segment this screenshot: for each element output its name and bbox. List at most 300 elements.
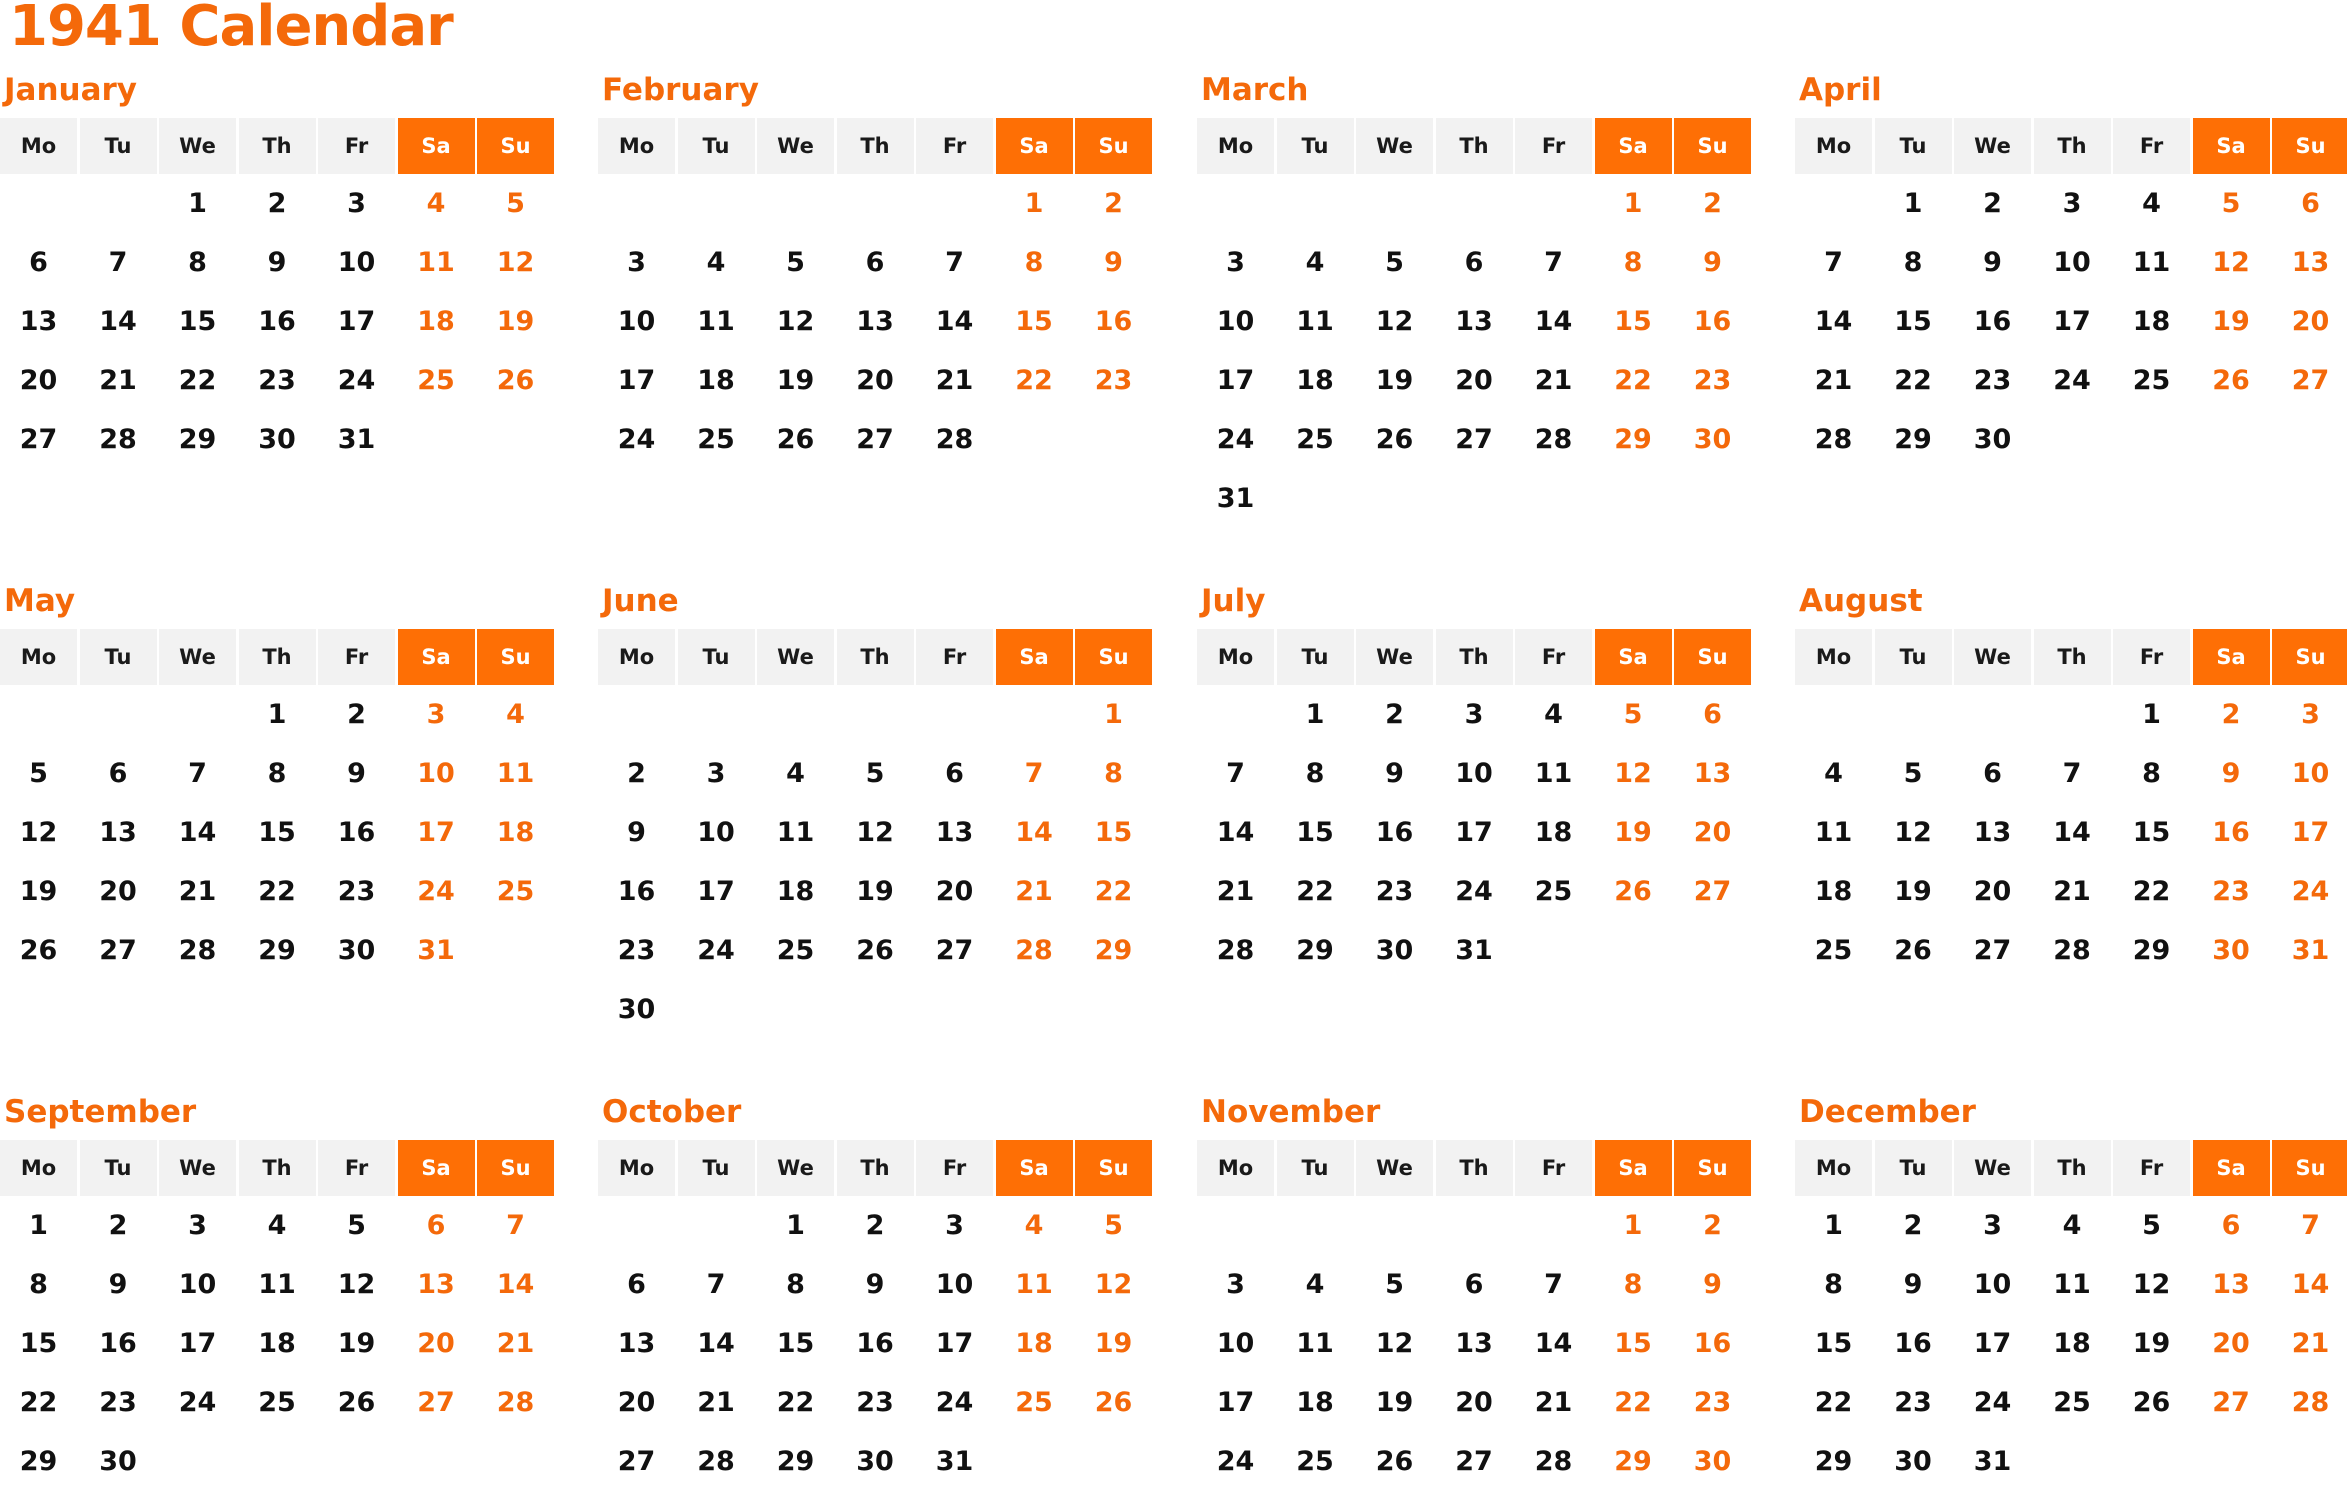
day-cell: 29 — [2132, 935, 2171, 966]
day-cell: 19 — [1375, 365, 1414, 396]
month-name: September — [4, 1094, 197, 1130]
day-cell: 16 — [1693, 1328, 1732, 1359]
day-cell: 14 — [2053, 817, 2091, 848]
day-cell: 9 — [1903, 1269, 1923, 1300]
day-cell: 11 — [417, 247, 455, 278]
days-grid — [1795, 685, 2347, 980]
day-cell: 7 — [506, 1210, 525, 1241]
day-cell: 5 — [506, 188, 525, 219]
weekday-header-tu: Tu — [1875, 629, 1952, 685]
day-cell: 7 — [2301, 1210, 2320, 1241]
weekday-header-mo: Mo — [0, 1140, 77, 1196]
day-cell: 25 — [1534, 876, 1573, 907]
day-cell: 2 — [865, 1210, 885, 1241]
day-cell: 13 — [99, 817, 137, 848]
day-cell: 23 — [1894, 1387, 1932, 1418]
day-cell: 1 — [1623, 1210, 1643, 1241]
day-cell: 28 — [1534, 424, 1573, 455]
day-cell: 10 — [1216, 1328, 1255, 1359]
day-cell: 8 — [29, 1269, 48, 1300]
weekday-header-mo: Mo — [1197, 629, 1274, 685]
day-cell: 16 — [1894, 1328, 1932, 1359]
day-cell: 26 — [2132, 1387, 2171, 1418]
day-cell: 10 — [697, 817, 735, 848]
weekday-header-mo: Mo — [598, 118, 675, 174]
day-cell: 7 — [945, 247, 964, 278]
month-name: October — [602, 1094, 742, 1130]
day-cell: 10 — [1216, 306, 1255, 337]
day-cell: 23 — [1973, 365, 2012, 396]
weekday-header-row — [598, 118, 1152, 174]
weekday-header-we: We — [1954, 1140, 2031, 1196]
weekday-header-we: We — [1356, 1140, 1433, 1196]
day-cell: 15 — [1094, 817, 1133, 848]
day-cell: 21 — [178, 876, 217, 907]
day-cell: 27 — [417, 1387, 455, 1418]
day-cell: 9 — [2221, 758, 2241, 789]
day-cell: 9 — [347, 758, 366, 789]
day-cell: 25 — [2053, 1387, 2091, 1418]
weekday-header-we: We — [757, 1140, 834, 1196]
day-cell: 29 — [1614, 1446, 1652, 1477]
weekday-header-th: Th — [239, 629, 316, 685]
day-cell: 30 — [1973, 424, 2012, 455]
day-cell: 30 — [617, 994, 656, 1025]
day-cell: 16 — [2212, 817, 2250, 848]
day-cell: 2 — [267, 188, 287, 219]
weekday-header-sa: Sa — [2193, 629, 2270, 685]
day-cell: 19 — [2132, 1328, 2171, 1359]
month-name: August — [1799, 583, 1923, 619]
day-cell: 10 — [2053, 247, 2091, 278]
weekday-header-fr: Fr — [318, 118, 395, 174]
day-cell: 16 — [856, 1328, 894, 1359]
days-grid — [598, 174, 1152, 469]
weekday-header-th: Th — [239, 118, 316, 174]
days-grid — [1197, 174, 1751, 528]
day-cell: 14 — [178, 817, 217, 848]
day-cell: 20 — [1693, 817, 1732, 848]
day-cell: 15 — [1614, 306, 1652, 337]
day-cell: 18 — [776, 876, 815, 907]
day-cell: 21 — [2053, 876, 2091, 907]
day-cell: 15 — [1015, 306, 1053, 337]
day-cell: 2 — [2221, 699, 2241, 730]
day-cell: 23 — [1693, 1387, 1732, 1418]
day-cell: 23 — [856, 1387, 894, 1418]
day-cell: 12 — [1614, 758, 1652, 789]
day-cell: 11 — [1534, 758, 1573, 789]
day-cell: 26 — [1094, 1387, 1133, 1418]
weekday-header-sa: Sa — [398, 629, 475, 685]
day-cell: 18 — [1296, 1387, 1334, 1418]
day-cell: 24 — [1216, 424, 1255, 455]
day-cell: 6 — [945, 758, 964, 789]
day-cell: 8 — [1024, 247, 1044, 278]
day-cell: 11 — [1814, 817, 1853, 848]
weekday-header-su: Su — [477, 1140, 554, 1196]
weekday-header-we: We — [1954, 629, 2031, 685]
weekday-header-we: We — [1954, 118, 2031, 174]
day-cell: 12 — [2212, 247, 2250, 278]
weekday-header-we: We — [159, 1140, 236, 1196]
day-cell: 19 — [1094, 1328, 1133, 1359]
day-cell: 5 — [1385, 1269, 1404, 1300]
day-cell: 16 — [1094, 306, 1133, 337]
day-cell: 1 — [1104, 699, 1123, 730]
day-cell: 28 — [1534, 1446, 1573, 1477]
day-cell: 31 — [1973, 1446, 2012, 1477]
day-cell: 4 — [2142, 188, 2161, 219]
day-cell: 27 — [99, 935, 137, 966]
day-cell: 6 — [426, 1210, 446, 1241]
weekday-header-fr: Fr — [916, 118, 993, 174]
weekday-header-tu: Tu — [1277, 118, 1354, 174]
day-cell: 6 — [627, 1269, 646, 1300]
day-cell: 21 — [99, 365, 137, 396]
weekday-header-su: Su — [477, 118, 554, 174]
weekday-header-fr: Fr — [2113, 1140, 2190, 1196]
day-cell: 16 — [258, 306, 296, 337]
day-cell: 30 — [258, 424, 296, 455]
day-cell: 17 — [417, 817, 455, 848]
day-cell: 14 — [496, 1269, 535, 1300]
day-cell: 5 — [1385, 247, 1404, 278]
day-cell: 31 — [935, 1446, 974, 1477]
days-grid — [1197, 1196, 1751, 1491]
day-cell: 22 — [1894, 365, 1932, 396]
weekday-header-sa: Sa — [1595, 629, 1672, 685]
day-cell: 13 — [2212, 1269, 2250, 1300]
day-cell: 1 — [1824, 1210, 1843, 1241]
days-grid — [598, 1196, 1152, 1491]
weekday-header-fr: Fr — [2113, 629, 2190, 685]
day-cell: 27 — [2291, 365, 2330, 396]
day-cell: 3 — [706, 758, 726, 789]
day-cell: 24 — [2053, 365, 2091, 396]
day-cell: 21 — [1534, 365, 1573, 396]
day-cell: 10 — [178, 1269, 217, 1300]
weekday-header-mo: Mo — [598, 629, 675, 685]
weekday-header-su: Su — [1674, 118, 1751, 174]
day-cell: 2 — [627, 758, 646, 789]
day-cell: 15 — [1296, 817, 1334, 848]
day-cell: 30 — [1894, 1446, 1932, 1477]
day-cell: 7 — [1544, 247, 1563, 278]
days-grid — [0, 174, 554, 469]
day-cell: 14 — [1534, 306, 1573, 337]
weekday-header-fr: Fr — [916, 1140, 993, 1196]
day-cell: 20 — [1973, 876, 2012, 907]
day-cell: 21 — [935, 365, 974, 396]
day-cell: 17 — [178, 1328, 217, 1359]
day-cell: 18 — [2053, 1328, 2091, 1359]
day-cell: 22 — [258, 876, 296, 907]
day-cell: 27 — [2212, 1387, 2250, 1418]
day-cell: 2 — [1703, 1210, 1722, 1241]
weekday-header-th: Th — [2034, 1140, 2111, 1196]
weekday-header-mo: Mo — [1197, 1140, 1274, 1196]
day-cell: 21 — [1015, 876, 1053, 907]
day-cell: 19 — [19, 876, 58, 907]
weekday-header-we: We — [757, 118, 834, 174]
weekday-header-row — [0, 118, 554, 174]
day-cell: 29 — [1894, 424, 1932, 455]
weekday-header-su: Su — [1674, 1140, 1751, 1196]
day-cell: 27 — [1693, 876, 1732, 907]
day-cell: 15 — [19, 1328, 58, 1359]
day-cell: 28 — [496, 1387, 535, 1418]
day-cell: 1 — [1305, 699, 1325, 730]
day-cell: 18 — [1296, 365, 1334, 396]
day-cell: 5 — [2221, 188, 2241, 219]
day-cell: 18 — [417, 306, 455, 337]
day-cell: 21 — [1814, 365, 1853, 396]
day-cell: 6 — [2221, 1210, 2241, 1241]
day-cell: 27 — [617, 1446, 656, 1477]
weekday-header-sa: Sa — [398, 1140, 475, 1196]
day-cell: 14 — [1015, 817, 1053, 848]
weekday-header-su: Su — [1075, 118, 1152, 174]
day-cell: 6 — [865, 247, 885, 278]
day-cell: 12 — [2132, 1269, 2171, 1300]
day-cell: 12 — [496, 247, 535, 278]
day-cell: 17 — [617, 365, 656, 396]
day-cell: 29 — [19, 1446, 58, 1477]
day-cell: 25 — [2132, 365, 2171, 396]
weekday-header-tu: Tu — [1277, 1140, 1354, 1196]
day-cell: 11 — [496, 758, 535, 789]
weekday-header-row — [1795, 118, 2347, 174]
day-cell: 10 — [2291, 758, 2330, 789]
weekday-header-th: Th — [239, 1140, 316, 1196]
day-cell: 30 — [856, 1446, 894, 1477]
day-cell: 8 — [1903, 247, 1923, 278]
weekday-header-su: Su — [1075, 1140, 1152, 1196]
day-cell: 18 — [1814, 876, 1853, 907]
weekday-header-we: We — [757, 629, 834, 685]
days-grid — [1197, 685, 1751, 980]
day-cell: 17 — [1973, 1328, 2012, 1359]
day-cell: 3 — [1983, 1210, 2002, 1241]
weekday-header-sa: Sa — [2193, 1140, 2270, 1196]
day-cell: 24 — [337, 365, 376, 396]
day-cell: 4 — [267, 1210, 287, 1241]
day-cell: 25 — [1296, 1446, 1334, 1477]
day-cell: 26 — [856, 935, 894, 966]
day-cell: 8 — [2142, 758, 2161, 789]
weekday-header-tu: Tu — [80, 629, 157, 685]
day-cell: 14 — [2291, 1269, 2330, 1300]
day-cell: 21 — [697, 1387, 735, 1418]
day-cell: 31 — [1455, 935, 1493, 966]
day-cell: 29 — [1614, 424, 1652, 455]
day-cell: 12 — [1094, 1269, 1133, 1300]
weekday-header-th: Th — [837, 1140, 914, 1196]
day-cell: 13 — [1693, 758, 1732, 789]
weekday-header-row — [1197, 629, 1751, 685]
month-name: June — [602, 583, 679, 619]
day-cell: 19 — [1894, 876, 1932, 907]
day-cell: 27 — [1455, 424, 1493, 455]
day-cell: 5 — [29, 758, 48, 789]
day-cell: 3 — [1226, 247, 1245, 278]
weekday-header-tu: Tu — [1875, 118, 1952, 174]
day-cell: 27 — [1455, 1446, 1493, 1477]
day-cell: 18 — [496, 817, 535, 848]
day-cell: 6 — [1464, 247, 1484, 278]
day-cell: 9 — [1703, 247, 1722, 278]
day-cell: 9 — [1703, 1269, 1722, 1300]
day-cell: 27 — [1973, 935, 2012, 966]
day-cell: 25 — [697, 424, 735, 455]
day-cell: 9 — [1983, 247, 2002, 278]
weekday-header-th: Th — [1436, 118, 1513, 174]
day-cell: 29 — [1296, 935, 1334, 966]
day-cell: 9 — [627, 817, 646, 848]
day-cell: 29 — [258, 935, 296, 966]
day-cell: 15 — [1894, 306, 1932, 337]
day-cell: 22 — [178, 365, 217, 396]
day-cell: 2 — [1703, 188, 1722, 219]
day-cell: 4 — [706, 247, 726, 278]
day-cell: 8 — [1623, 1269, 1643, 1300]
day-cell: 13 — [417, 1269, 455, 1300]
day-cell: 28 — [1814, 424, 1853, 455]
weekday-header-fr: Fr — [916, 629, 993, 685]
day-cell: 4 — [506, 699, 525, 730]
day-cell: 17 — [1216, 365, 1255, 396]
day-cell: 7 — [108, 247, 128, 278]
weekday-header-row — [1197, 1140, 1751, 1196]
weekday-header-mo: Mo — [0, 118, 77, 174]
day-cell: 3 — [2301, 699, 2320, 730]
day-cell: 3 — [188, 1210, 207, 1241]
day-cell: 13 — [2291, 247, 2330, 278]
day-cell: 22 — [1296, 876, 1334, 907]
day-cell: 14 — [99, 306, 137, 337]
day-cell: 9 — [108, 1269, 128, 1300]
day-cell: 1 — [29, 1210, 48, 1241]
day-cell: 11 — [2132, 247, 2171, 278]
day-cell: 12 — [1375, 1328, 1414, 1359]
day-cell: 26 — [496, 365, 535, 396]
day-cell: 10 — [1455, 758, 1493, 789]
day-cell: 11 — [1015, 1269, 1053, 1300]
weekday-header-tu: Tu — [678, 118, 755, 174]
day-cell: 31 — [337, 424, 376, 455]
days-grid — [1795, 1196, 2347, 1491]
day-cell: 21 — [496, 1328, 535, 1359]
day-cell: 13 — [19, 306, 58, 337]
day-cell: 10 — [935, 1269, 974, 1300]
day-cell: 24 — [2291, 876, 2330, 907]
day-cell: 22 — [1614, 1387, 1652, 1418]
day-cell: 27 — [19, 424, 58, 455]
day-cell: 31 — [417, 935, 455, 966]
day-cell: 29 — [776, 1446, 815, 1477]
weekday-header-fr: Fr — [318, 629, 395, 685]
weekday-header-su: Su — [2272, 629, 2347, 685]
day-cell: 20 — [417, 1328, 455, 1359]
days-grid — [598, 685, 1152, 1039]
day-cell: 22 — [1015, 365, 1053, 396]
day-cell: 19 — [776, 365, 815, 396]
day-cell: 23 — [258, 365, 296, 396]
day-cell: 24 — [1973, 1387, 2012, 1418]
day-cell: 30 — [2212, 935, 2250, 966]
day-cell: 17 — [935, 1328, 974, 1359]
day-cell: 9 — [1385, 758, 1404, 789]
day-cell: 4 — [1305, 247, 1325, 278]
weekday-header-sa: Sa — [996, 118, 1073, 174]
weekday-header-row — [1795, 1140, 2347, 1196]
day-cell: 13 — [935, 817, 974, 848]
day-cell: 14 — [1814, 306, 1853, 337]
day-cell: 30 — [1693, 1446, 1732, 1477]
day-cell: 4 — [1305, 1269, 1325, 1300]
day-cell: 16 — [1973, 306, 2012, 337]
day-cell: 6 — [29, 247, 48, 278]
weekday-header-tu: Tu — [80, 118, 157, 174]
weekday-header-row — [598, 629, 1152, 685]
weekday-header-row — [1197, 118, 1751, 174]
day-cell: 15 — [1614, 1328, 1652, 1359]
weekday-header-sa: Sa — [996, 1140, 1073, 1196]
day-cell: 23 — [337, 876, 376, 907]
day-cell: 24 — [617, 424, 656, 455]
day-cell: 19 — [2212, 306, 2250, 337]
day-cell: 5 — [1104, 1210, 1123, 1241]
month-name: January — [4, 72, 138, 108]
day-cell: 26 — [1375, 424, 1414, 455]
day-cell: 18 — [1015, 1328, 1053, 1359]
weekday-header-tu: Tu — [1875, 1140, 1952, 1196]
day-cell: 9 — [267, 247, 287, 278]
day-cell: 17 — [2053, 306, 2091, 337]
day-cell: 7 — [1544, 1269, 1563, 1300]
day-cell: 12 — [1894, 817, 1932, 848]
day-cell: 7 — [188, 758, 207, 789]
weekday-header-tu: Tu — [678, 1140, 755, 1196]
day-cell: 30 — [1693, 424, 1732, 455]
day-cell: 22 — [1094, 876, 1133, 907]
day-cell: 1 — [1024, 188, 1044, 219]
day-cell: 12 — [856, 817, 894, 848]
day-cell: 29 — [1094, 935, 1133, 966]
weekday-header-fr: Fr — [2113, 118, 2190, 174]
weekday-header-mo: Mo — [1197, 118, 1274, 174]
weekday-header-tu: Tu — [1277, 629, 1354, 685]
day-cell: 27 — [856, 424, 894, 455]
month-name: March — [1201, 72, 1309, 108]
day-cell: 23 — [617, 935, 656, 966]
day-cell: 8 — [1305, 758, 1325, 789]
day-cell: 13 — [1455, 1328, 1493, 1359]
day-cell: 21 — [1534, 1387, 1573, 1418]
day-cell: 16 — [337, 817, 376, 848]
day-cell: 18 — [258, 1328, 296, 1359]
day-cell: 2 — [108, 1210, 128, 1241]
day-cell: 31 — [2291, 935, 2330, 966]
day-cell: 6 — [2301, 188, 2320, 219]
day-cell: 28 — [697, 1446, 735, 1477]
weekday-header-fr: Fr — [1515, 629, 1592, 685]
day-cell: 1 — [786, 1210, 805, 1241]
month-name: April — [1799, 72, 1882, 108]
day-cell: 7 — [2062, 758, 2082, 789]
day-cell: 21 — [2291, 1328, 2330, 1359]
